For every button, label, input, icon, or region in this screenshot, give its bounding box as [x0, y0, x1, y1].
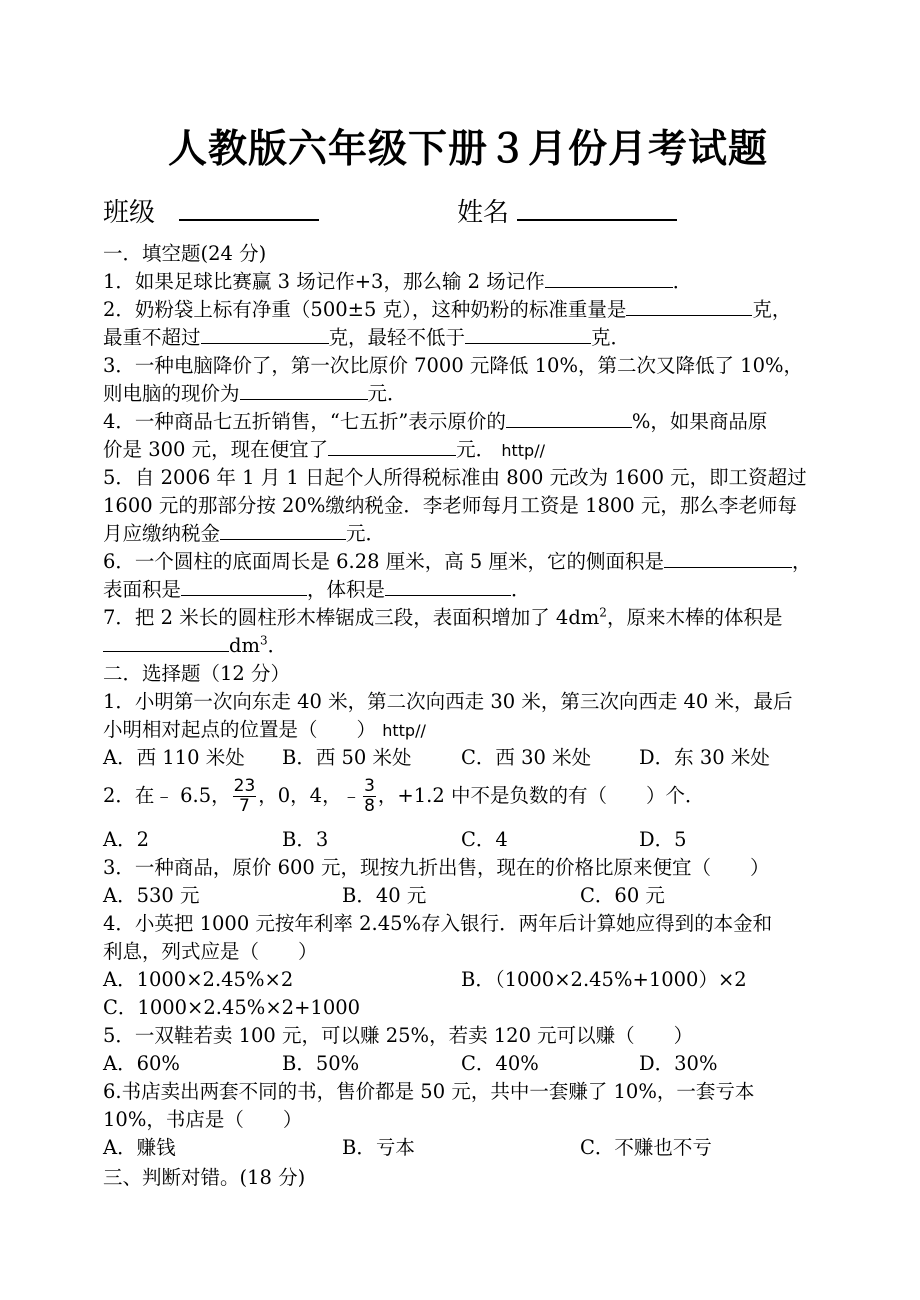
answer-blank[interactable]	[240, 381, 368, 400]
option-c[interactable]: C．不赚也不亏	[580, 1136, 712, 1159]
option-b[interactable]: B．3	[282, 828, 329, 851]
option-c[interactable]: C．1000×2.45%×2+1000	[103, 996, 361, 1019]
option-a[interactable]: A．2	[103, 828, 149, 851]
answer-blank[interactable]	[385, 577, 511, 596]
option-b[interactable]: B．40 元	[342, 884, 427, 907]
fraction-3-8: $\frac{3}{8}$	[364, 776, 375, 816]
s1-q3-line2: 则电脑的现价为 元．	[103, 382, 407, 405]
option-c[interactable]: C．40%	[461, 1052, 539, 1075]
option-a[interactable]: A．西 110 米处	[103, 746, 245, 769]
option-a[interactable]: A．530 元	[103, 884, 200, 907]
url-text: http//	[501, 441, 545, 460]
s1-q1: 1．如果足球比赛赢 3 场记作+3，那么输 2 场记作 ．	[103, 270, 693, 293]
s2-q1-line2: 小明相对起点的位置是（ ） http//	[103, 718, 426, 741]
s1-q7-line1: 7．把 2 米长的圆柱形木棒锯成三段，表面积增加了 $4dm^2$，原来木棒的体积是	[103, 605, 783, 629]
option-d[interactable]: D．30%	[639, 1052, 718, 1075]
s1-q5-line3: 月应缴纳税金 元．	[103, 522, 386, 545]
answer-blank[interactable]	[103, 633, 229, 652]
option-c[interactable]: C．4	[461, 828, 508, 851]
option-a[interactable]: A．1000×2.45%×2	[103, 968, 294, 991]
section1-heading: 一．填空题(24 分)	[103, 242, 267, 265]
class-blank[interactable]	[179, 195, 319, 221]
s2-q5-line1: 5．一双鞋若卖 100 元，可以赚 25%，若卖 120 元可以赚（ ）	[103, 1024, 694, 1047]
page-title: 人教版六年级下册３月份月考试题	[168, 127, 769, 172]
option-b[interactable]: B．西 50 米处	[282, 746, 412, 769]
s2-q3-line1: 3．一种商品，原价 600 元，现按九折出售，现在的价格比原来便宜（ ）	[103, 856, 770, 879]
s1-q5-line2: 1600 元的那部分按 20%缴纳税金．李老师每月工资是 1800 元，那么李老师每	[103, 494, 797, 517]
s1-q2-line1: 2．奶粉袋上标有净重（500±5 克），这种奶粉的标准重量是 克，	[103, 298, 792, 321]
name-label: 姓名	[457, 198, 510, 228]
s1-q4-line1: 4．一种商品七五折销售，“七五折”表示原价的 %，如果商品原	[103, 410, 768, 433]
s1-q4-line2: 价是 300 元，现在便宜了 元． http//	[103, 438, 545, 461]
answer-blank[interactable]	[465, 325, 591, 344]
section3-heading: 三、判断对错。(18 分)	[103, 1166, 306, 1189]
option-a[interactable]: A．赚钱	[103, 1136, 176, 1159]
answer-blank[interactable]	[545, 269, 673, 288]
option-b[interactable]: B．50%	[282, 1052, 360, 1075]
s1-q7-line2: $dm^3$．	[103, 632, 287, 660]
option-b[interactable]: B．亏本	[342, 1136, 415, 1159]
option-c[interactable]: C．西 30 米处	[461, 746, 592, 769]
class-field	[103, 192, 319, 229]
s1-q6-line1: 6．一个圆柱的底面周长是 6.28 厘米，高 5 厘米，它的侧面积是 ，	[103, 550, 812, 573]
section2-heading: 二．选择题（12 分）	[103, 662, 291, 685]
answer-blank[interactable]	[328, 437, 456, 456]
s2-q4-line2: 利息，列式应是（ ）	[103, 940, 318, 963]
s2-q1-line1: 1．小明第一次向东走 40 米，第二次向西走 30 米，第三次向西走 40 米，最后	[103, 690, 793, 713]
option-a[interactable]: A．60%	[103, 1052, 180, 1075]
option-d[interactable]: D．东 30 米处	[639, 746, 770, 769]
s2-q6-line1: 6.书店卖出两套不同的书，售价都是 50 元，共中一套赚了 10%，一套亏本	[103, 1080, 755, 1103]
answer-blank[interactable]	[201, 325, 329, 344]
name-field	[457, 192, 677, 229]
s1-q5-line1: 5．自 2006 年 1 月 1 日起个人所得税标准由 800 元改为 1600 元，即工资超过	[103, 466, 807, 489]
fraction-23-7: $\frac{23}{7}$	[233, 776, 256, 816]
url-text: http//	[382, 721, 426, 740]
s1-q3-line1: 3．一种电脑降价了，第一次比原价 7000 元降低 10%，第二次又降低了 10%，	[103, 354, 804, 377]
s1-q6-line2: 表面积是 ，体积是 ．	[103, 578, 531, 601]
s2-q4-line1: 4．小英把 1000 元按年利率 2.45%存入银行．两年后计算她应得到的本金和	[103, 912, 773, 935]
answer-blank[interactable]	[664, 549, 792, 568]
s1-q2-line2: 最重不超过 克，最轻不低于 克．	[103, 326, 631, 349]
answer-blank[interactable]	[181, 577, 307, 596]
class-label: 班级	[103, 198, 156, 228]
answer-blank[interactable]	[626, 297, 752, 316]
option-c[interactable]: C．60 元	[580, 884, 665, 907]
name-blank[interactable]	[517, 195, 677, 221]
s2-q2-line1: 2．在﹣ 6.5， $\frac{23}{7}$ ，0，4，﹣ $\frac{3}{8}$ ，+1.2 中不是负数的有（ ）个．	[103, 776, 705, 816]
answer-blank[interactable]	[220, 521, 346, 540]
s2-q6-line2: 10%，书店是（ ）	[103, 1108, 303, 1131]
option-b[interactable]: B．（1000×2.45%+1000）×2	[461, 968, 747, 991]
answer-blank[interactable]	[506, 409, 632, 428]
option-d[interactable]: D．5	[639, 828, 687, 851]
